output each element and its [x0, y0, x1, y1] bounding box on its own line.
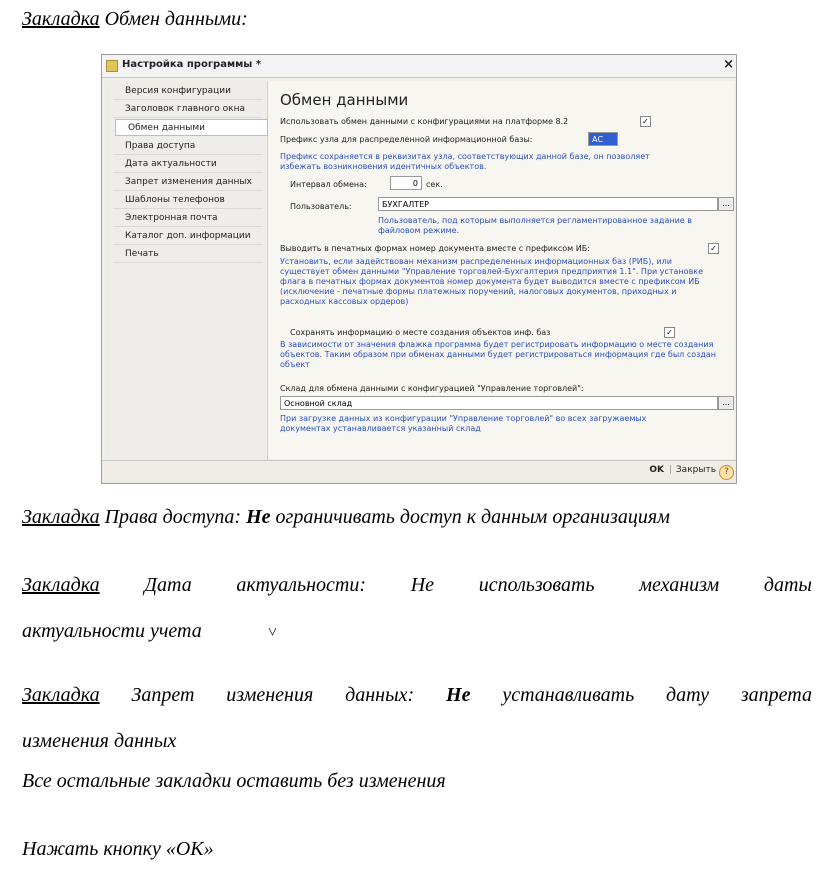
save-info-checkbox[interactable]: ✓ — [664, 327, 675, 338]
window-title: Настройка программы * — [122, 59, 262, 70]
panel-title: Обмен данными — [280, 91, 409, 109]
check-mark: ˅ — [268, 624, 278, 641]
footer-separator: | — [668, 465, 672, 475]
p3-bold: Не — [446, 684, 471, 706]
save-info-hint: В зависимости от значения флажка программа будет регистрировать информацию о месте создания объектов. Таким образом при обменах данными будет регистрироваться информация где был создан объект — [280, 340, 717, 369]
prefix-label: Префикс узла для распределенной информационной базы: — [280, 135, 533, 144]
heading — [22, 8, 248, 31]
tab-main-window-title[interactable]: Заголовок главного окна — [113, 101, 263, 118]
p3-w7: запрета — [740, 684, 812, 706]
tab-data-change-ban[interactable]: Запрет изменения данных — [113, 174, 263, 191]
p3-line2: изменения данных — [22, 730, 177, 752]
window-footer — [102, 460, 736, 483]
access-rights-paragraph — [22, 506, 670, 529]
use-exchange-label: Использовать обмен данными с конфигурациями на платформе 8.2 — [280, 117, 569, 126]
p1-text2: ограничивать доступ к данным организациям — [270, 506, 670, 528]
window-icon — [106, 60, 118, 72]
help-icon[interactable]: ? — [719, 465, 734, 480]
prefix-input[interactable]: АС — [588, 132, 618, 146]
ok-button[interactable]: OK — [649, 465, 664, 475]
p5-text: Нажать кнопку «ОК» — [22, 838, 214, 860]
heading-rest: Обмен данными: — [99, 8, 248, 30]
heading-word: Закладка — [22, 8, 100, 30]
change-ban-paragraph-line2 — [22, 730, 176, 753]
warehouse-select-button[interactable]: ... — [718, 396, 734, 410]
p2-w3: актуальности: — [236, 574, 367, 596]
p4-text: Все остальные закладки оставить без изменения — [22, 770, 446, 792]
exchange-panel — [268, 81, 734, 459]
p2-w2: Дата — [144, 574, 192, 596]
tab-relevance-date[interactable]: Дата актуальности — [113, 156, 263, 173]
p1-word: Закладка — [22, 506, 100, 528]
p2-line2: актуальности учета — [22, 620, 202, 642]
p3-w2: Запрет — [131, 684, 195, 706]
warehouse-label: Склад для обмена данными с конфигурацией "Управление торговлей": — [280, 384, 584, 393]
prefix-hint: Префикс сохраняется в реквизитах узла, соответствующих данной базе, он позволяет избежать возникновения идентичных объектов. — [280, 152, 650, 171]
p1-bold: Не — [246, 506, 271, 528]
tab-email[interactable]: Электронная почта — [113, 210, 263, 227]
tab-data-exchange[interactable]: Обмен данными — [115, 119, 268, 136]
change-ban-paragraph-line1 — [22, 684, 812, 707]
p3-w4: данных: — [345, 684, 415, 706]
press-ok-paragraph — [22, 838, 214, 861]
other-tabs-paragraph — [22, 770, 446, 793]
tab-phone-templates[interactable]: Шаблоны телефонов — [113, 192, 263, 209]
user-hint: Пользователь, под которым выполняется регламентированное задание в файловом режиме. — [378, 216, 692, 235]
p2-word: Закладка — [22, 574, 100, 596]
tab-extra-info-catalog[interactable]: Каталог доп. информации — [113, 228, 263, 245]
warehouse-hint: При загрузке данных из конфигурации "Управление торговлей" во всех загружаемых документах устанавливается указанный склад — [280, 414, 647, 433]
tab-access-rights[interactable]: Права доступа — [113, 138, 263, 155]
interval-label: Интервал обмена: — [290, 180, 367, 189]
tabs-panel — [105, 81, 268, 461]
close-button[interactable]: Закрыть — [675, 465, 716, 475]
close-icon[interactable]: × — [723, 57, 734, 72]
tab-version[interactable]: Версия конфигурации — [113, 83, 263, 100]
p1-text1: Права доступа: — [99, 506, 247, 528]
settings-window — [101, 54, 737, 484]
print-prefix-label: Выводить в печатных формах номер документа вместе с префиксом ИБ: — [280, 244, 590, 253]
p2-w7: даты — [763, 574, 812, 596]
warehouse-input[interactable]: Основной склад — [280, 396, 718, 410]
p3-w6: дату — [666, 684, 709, 706]
print-prefix-checkbox[interactable]: ✓ — [708, 243, 719, 254]
use-exchange-checkbox[interactable]: ✓ — [640, 116, 651, 127]
window-titlebar — [102, 55, 736, 78]
p3-w5: устанавливать — [502, 684, 635, 706]
p2-w6: механизм — [639, 574, 720, 596]
user-input[interactable]: БУХГАЛТЕР — [378, 197, 718, 211]
p3-word: Закладка — [22, 684, 100, 706]
user-label: Пользователь: — [290, 202, 352, 211]
relevance-date-paragraph-line1 — [22, 574, 812, 597]
tab-print[interactable]: Печать — [113, 246, 263, 263]
interval-input[interactable]: 0 — [390, 176, 422, 190]
save-info-label: Сохранять информацию о месте создания объектов инф. баз — [290, 328, 551, 337]
relevance-date-paragraph-line2 — [22, 620, 202, 643]
p2-w4: Не — [410, 574, 435, 596]
print-prefix-hint: Установить, если задействован механизм распределенных информационных баз (РИБ), или существует обмен данными "Управление торговлей-Бухгалтерия предприятия 1.1". При установке флага в печатных формах документов номер документа будет выводится вместе с префиксом ИБ (исключение - печатные формы платежных поручений, налоговых документов, приходных и расходных кассовых ордеров) — [280, 257, 704, 306]
p3-w3: изменения — [226, 684, 314, 706]
interval-unit: сек. — [426, 180, 443, 189]
user-select-button[interactable]: ... — [718, 197, 734, 211]
p2-w5: использовать — [478, 574, 595, 596]
